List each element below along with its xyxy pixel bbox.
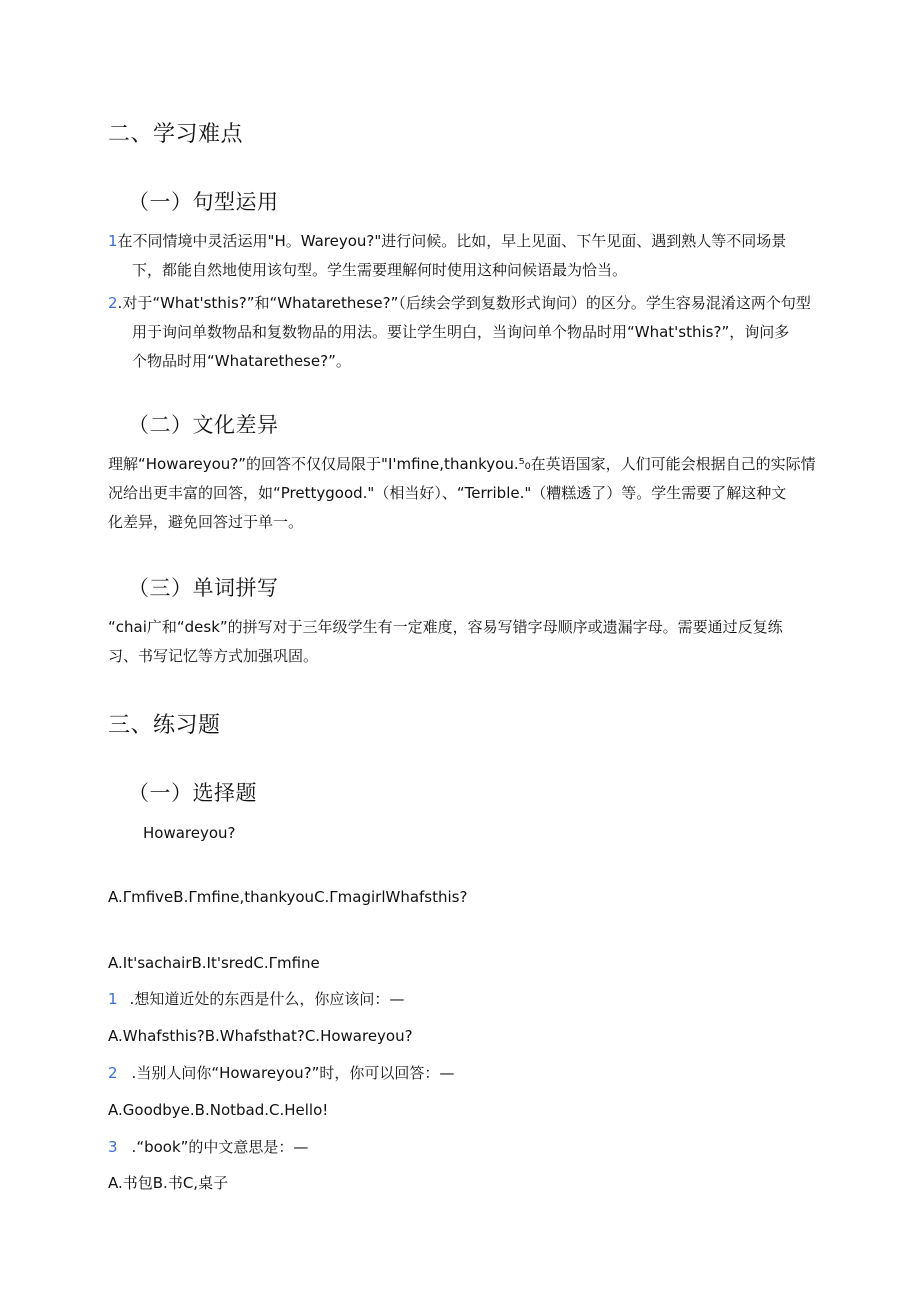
paragraph xyxy=(108,450,816,537)
list-number: 2 xyxy=(108,294,118,312)
list-item-text: 个物品时用“Whatarethese?”。 xyxy=(132,352,351,370)
section-heading-exercises: 三、练习题 xyxy=(108,713,221,738)
question-text: .想知道近处的东西是什么，你应该问：— xyxy=(129,990,405,1008)
question-item xyxy=(108,985,404,1014)
list-item xyxy=(108,227,786,285)
subheading-sentence-usage: （一）句型运用 xyxy=(128,190,279,214)
list-item-text: 下，都能自然地使用该句型。学生需要理解何时使用这种问候语最为恰当。 xyxy=(132,261,628,279)
question-text: .当别人问你“Howareyou?”时，你可以回答：— xyxy=(131,1064,455,1082)
answer-options: A.Goodbye.B.Notbad.C.Hello! xyxy=(108,1101,329,1119)
paragraph-line: 理解“Howareyou?”的回答不仅仅局限于"I'mfine,thankyou.⁵₀在英语国家，人们可能会根据自己的实际情 xyxy=(108,455,816,473)
list-item-text: 用于询问单数物品和复数物品的用法。要让学生明白，当询问单个物品时用“What'sthis?”，询问多 xyxy=(132,323,790,341)
list-item xyxy=(108,289,811,376)
paragraph-line: 化差异，避免回答过于单一。 xyxy=(108,513,304,531)
list-item-text: .对于“What'sthis?”和“Whatarethese?”（后续会学到复数形式询问）的区分。学生容易混淆这两个句型 xyxy=(117,294,811,312)
question-text: Howareyou? xyxy=(143,824,236,842)
question-item xyxy=(108,1059,454,1088)
list-number: 1 xyxy=(108,232,118,250)
answer-options: A.书包B.书C,桌子 xyxy=(108,1174,229,1192)
answer-options: A.ΓmfiveB.Γmfine,thankyouC.ΓmagirlWhafsthis? xyxy=(108,888,468,906)
paragraph-line: 况给出更丰富的回答，如“Prettygood."（相当好）、“Terrible."（糟糕透了）等。学生需要了解这种文 xyxy=(108,484,787,502)
subheading-multiple-choice: （一）选择题 xyxy=(128,781,257,805)
list-item-text: 在不同情境中灵活运用"H。Wareyou?"进行问候。比如，早上见面、下午见面、遇到熟人等不同场景 xyxy=(117,232,787,250)
paragraph-line: 习、书写记忆等方式加强巩固。 xyxy=(108,647,319,665)
question-text: .“book”的中文意思是：— xyxy=(131,1138,309,1156)
question-number: 2 xyxy=(108,1064,118,1082)
section-heading-difficulties: 二、学习难点 xyxy=(108,122,244,147)
paragraph xyxy=(108,613,783,671)
answer-options: A.It'sachairB.It'sredC.Γmfine xyxy=(108,954,320,972)
question-number: 3 xyxy=(108,1138,118,1156)
question-item xyxy=(108,1133,308,1162)
question-number: 1 xyxy=(108,990,118,1008)
paragraph-line: “chai广和“desk”的拼写对于三年级学生有一定难度，容易写错字母顺序或遗漏字母。需要通过反复练 xyxy=(108,618,783,636)
subheading-cultural-difference: （二）文化差异 xyxy=(128,413,279,437)
answer-options: A.Whafsthis?B.Whafsthat?C.Howareyou? xyxy=(108,1027,413,1045)
subheading-word-spelling: （三）单词拼写 xyxy=(128,576,279,600)
